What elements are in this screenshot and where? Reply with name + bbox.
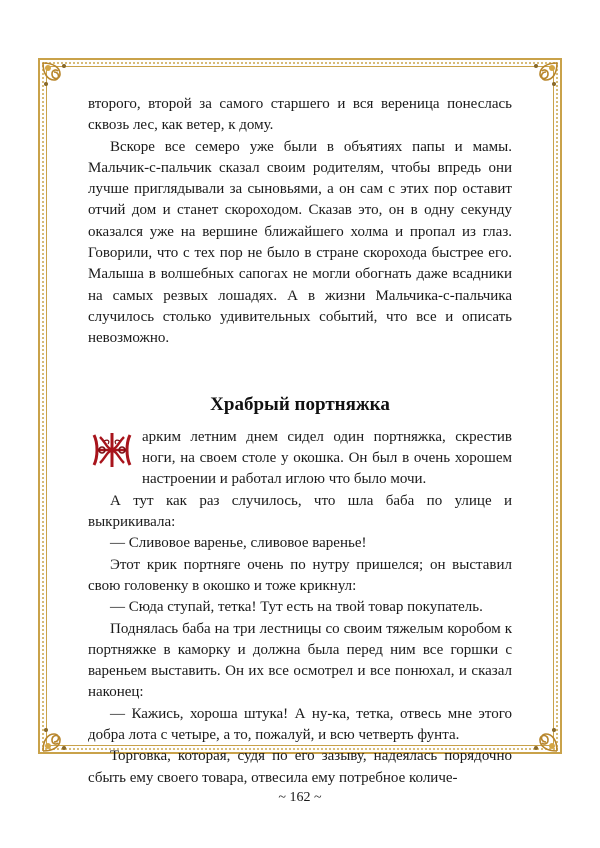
corner-ornament-icon [40, 720, 74, 754]
paragraph: Поднялась баба на три лестницы со своим тяжелым коробом к портняжке в каморку и должна была перед ним все горшки с вареньем выставить. Он их все осмотрел и все понюхал, и сказал наконец: [88, 620, 512, 701]
corner-ornament-icon [40, 60, 74, 94]
page-number: ~ 162 ~ [278, 790, 322, 805]
paragraph: А тут как раз случилось, что шла баба по улице и выкрикивала: [88, 492, 512, 531]
section-title: Храбрый портняжка [210, 393, 390, 415]
corner-ornament-icon [526, 60, 560, 94]
paragraph: Торговка, которая, судя по его зазыву, надеялась порядочно сбыть ему своего товара, отвесила ему потребное количе- [88, 748, 512, 786]
paragraph: Вскоре все семеро уже были в объятиях папы и мамы. Мальчик-с-пальчик сказал своим родителям, чтобы впредь они лучше приглядывали за сыновьями, а он сам с этих пор оставит отчий дом и станет скороходом. Сказав это, он в одну секунду оказался уже на вершине ближайшего холма и пропал из глаз. Говорили, что с тех пор не было в стране скорохода быстрее его. Малыша в волшебных сапогах не могли обогнать даже всадники на самых резвых лошадях. А в жизни Мальчика-с-пальчика случилось столько удивительных событий, что все и описать невозможно. [88, 138, 512, 347]
page-body [88, 94, 512, 789]
corner-ornament-icon [526, 720, 560, 754]
dropcap-ornament-icon [88, 429, 136, 471]
paragraph: — Кажись, хороша штука! А ну-ка, тетка, отвесь мне этого добра лота с четыре, а то, пожалуй, и всю четверть фунта. [88, 705, 512, 744]
paragraph: — Сюда ступай, тетка! Тут есть на твой товар покупатель. [110, 599, 483, 616]
paragraph: — Сливовое варенье, сливовое варенье! [110, 535, 367, 552]
paragraph-with-dropcap [88, 427, 512, 491]
paragraph-text: арким летним днем сидел один портняжка, скрестив ноги, на своем столе у окошка. Он был в очень хорошем настроении и работал иглою что было мочи. [142, 428, 512, 488]
paragraph: второго, второй за самого старшего и вся вереница понеслась сквозь лес, как ветер, к дому. [88, 96, 512, 134]
paragraph: Этот крик портняге очень по нутру пришелся; он выставил свою головенку в окошко и тоже крикнул: [88, 556, 512, 594]
